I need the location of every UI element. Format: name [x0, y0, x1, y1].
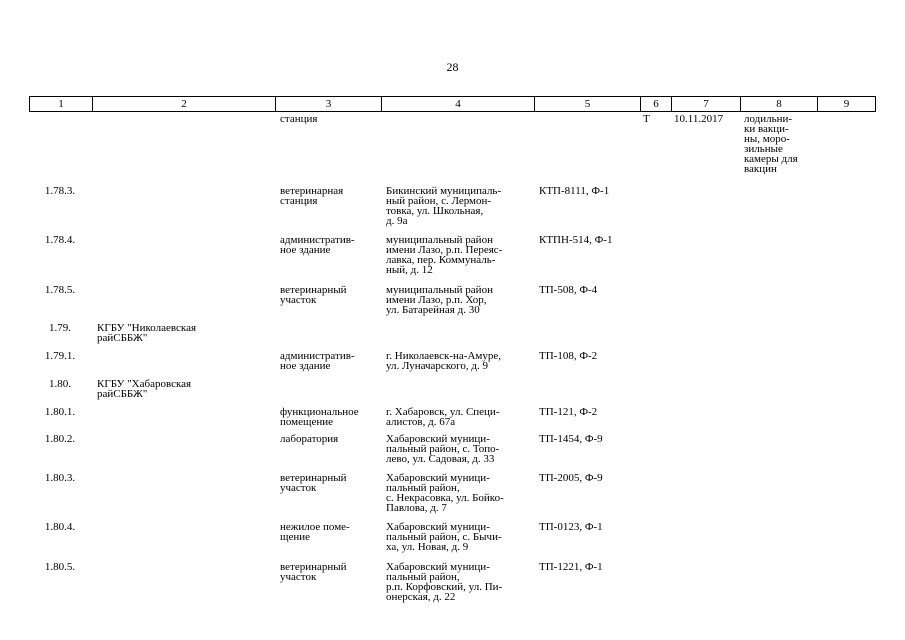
address-cell: Бикинский муниципаль- ный район, с. Лермон- товка, ул. Школьная, д. 9а [386, 185, 502, 227]
substation-cell: ТП-121, Ф-2 [539, 406, 598, 418]
substation-cell: ТП-2005, Ф-9 [539, 472, 603, 484]
address-cell: муниципальный район имени Лазо, р.п. Хор, ул. Батарейная д. 30 [386, 284, 493, 316]
column-number-2: 2 [92, 97, 275, 111]
column-number-7: 7 [671, 97, 740, 111]
item-number-cell: 1.80.4. [44, 521, 76, 533]
column-6-cell: Т [643, 113, 650, 125]
column-number-3: 3 [275, 97, 381, 111]
substation-cell: ТП-1221, Ф-1 [539, 561, 603, 573]
item-number-cell: 1.80.5. [44, 561, 76, 573]
item-number-cell: 1.80.2. [44, 433, 76, 445]
column-number-9: 9 [817, 97, 875, 111]
item-number-cell: 1.80. [49, 378, 71, 390]
substation-cell: ТП-1454, Ф-9 [539, 433, 603, 445]
object-type-cell: ветеринарный участок [280, 284, 347, 306]
column-number-4: 4 [381, 97, 534, 111]
object-type-cell: ветеринарный участок [280, 561, 347, 583]
item-number-cell: 1.79. [49, 322, 71, 334]
object-type-cell: ветеринарная станция [280, 185, 344, 207]
address-cell: г. Хабаровск, ул. Специ- алистов, д. 67а [386, 406, 500, 428]
column-number-header [29, 96, 876, 112]
address-cell: Хабаровский муници- пальный район, с. Бычи- ха, ул. Новая, д. 9 [386, 521, 502, 553]
item-number-cell: 1.80.1. [44, 406, 76, 418]
object-type-cell: ветеринарный участок [280, 472, 347, 494]
equipment-note-cell: лодильни- ки вакци- ны, моро- зильные камеры для вакцин [744, 113, 798, 175]
object-type-cell: функциональное помещение [280, 406, 359, 428]
substation-cell: ТП-0123, Ф-1 [539, 521, 603, 533]
address-cell: Хабаровский муници- пальный район, с. Некрасовка, ул. Бойко- Павлова, д. 7 [386, 472, 504, 514]
column-number-1: 1 [58, 98, 64, 110]
address-cell: Хабаровский муници- пальный район, р.п. Корфовский, ул. Пи- онерская, д. 22 [386, 561, 503, 603]
item-number-cell: 1.78.4. [44, 234, 76, 246]
address-cell: г. Николаевск-на-Амуре, ул. Луначарского, д. 9 [386, 350, 501, 372]
object-type-cell: нежилое поме- щение [280, 521, 350, 543]
date-cell: 10.11.2017 [674, 113, 724, 125]
organization-cell: КГБУ "Николаевская райСББЖ" [97, 322, 197, 344]
object-type-cell: административ- ное здание [280, 234, 355, 256]
column-number-5: 5 [534, 97, 640, 111]
substation-cell: КТП-8111, Ф-1 [539, 185, 610, 197]
address-cell: муниципальный район имени Лазо, р.п. Переяс- лавка, пер. Коммуналь- ный, д. 12 [386, 234, 503, 276]
page-number: 28 [446, 60, 459, 74]
item-number-cell: 1.79.1. [44, 350, 76, 362]
address-cell: Хабаровский муници- пальный район, с. Топо- лево, ул. Садовая, д. 33 [386, 433, 500, 465]
organization-cell: КГБУ "Хабаровская райСББЖ" [97, 378, 192, 400]
item-number-cell: 1.78.3. [44, 185, 76, 197]
substation-cell: КТПН-514, Ф-1 [539, 234, 613, 246]
item-number-cell: 1.80.3. [44, 472, 76, 484]
column-number-8: 8 [740, 97, 817, 111]
object-type-cell: административ- ное здание [280, 350, 355, 372]
substation-cell: ТП-108, Ф-2 [539, 350, 598, 362]
item-number-cell: 1.78.5. [44, 284, 76, 296]
column-number-6: 6 [640, 97, 671, 111]
substation-cell: ТП-508, Ф-4 [539, 284, 598, 296]
object-type-cell: лаборатория [280, 433, 339, 445]
object-type-cell: станция [280, 113, 318, 125]
